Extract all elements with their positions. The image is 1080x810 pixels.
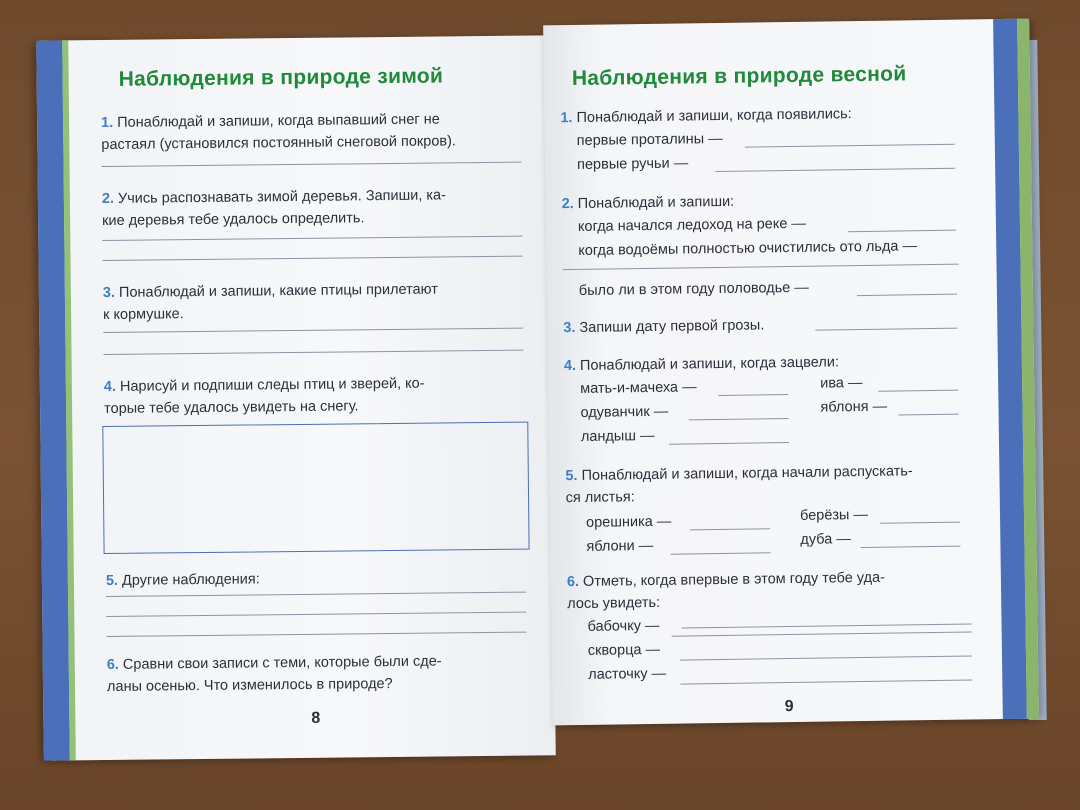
task-text: лось увидеть:: [567, 594, 661, 613]
answer-line[interactable]: [857, 294, 957, 296]
task-number: 2.: [561, 196, 574, 213]
left-task-3: [103, 279, 438, 327]
task-number: 5.: [105, 572, 119, 590]
task-text: Учись распознавать зимой деревья. Запиши, ка-: [117, 187, 446, 207]
task-number: 6.: [566, 573, 580, 591]
answer-line[interactable]: [104, 350, 524, 355]
list-item: скворца —: [587, 641, 661, 659]
answer-line[interactable]: [669, 442, 789, 445]
answer-line[interactable]: [689, 418, 789, 420]
list-item: яблоня —: [820, 398, 888, 416]
answer-line[interactable]: [682, 624, 972, 629]
task-number: 4.: [103, 378, 117, 396]
task-text: торые тебе удалось увидеть на снегу.: [104, 398, 359, 418]
answer-line[interactable]: [102, 236, 522, 241]
list-item: ландыш —: [580, 427, 655, 445]
list-item: первые проталины —: [576, 130, 723, 149]
list-item: дуба —: [800, 531, 851, 548]
answer-line[interactable]: [103, 256, 523, 261]
list-item: берёзы —: [799, 506, 869, 524]
task-number: 2.: [101, 190, 115, 208]
task-text: Понаблюдай и запиши, когда появились:: [576, 106, 852, 126]
task-number: 3.: [563, 320, 576, 337]
answer-line[interactable]: [671, 552, 771, 554]
answer-line[interactable]: [680, 679, 972, 684]
task-text: Понаблюдай и запиши, когда выпавший снег не: [117, 111, 440, 131]
list-item: яблони —: [586, 537, 654, 555]
answer-line[interactable]: [106, 592, 526, 597]
task-text: Понаблюдай и запиши, какие птицы прилетают: [118, 281, 438, 301]
task-text: кие деревья тебе удалось определить.: [102, 210, 365, 230]
list-item: одуванчик —: [580, 403, 669, 421]
answer-line[interactable]: [878, 390, 958, 392]
task-number: 4.: [563, 358, 577, 375]
task-number: 1.: [101, 114, 114, 132]
answer-line[interactable]: [815, 328, 957, 331]
task-text: Понаблюдай и запиши, когда начали распускать-: [581, 463, 913, 484]
right-task-6: [567, 567, 886, 615]
right-title: Наблюдения в природе весной: [571, 62, 907, 91]
task-text: к кормушке.: [103, 306, 184, 324]
answer-line[interactable]: [106, 612, 526, 617]
answer-line[interactable]: [103, 328, 523, 333]
answer-line[interactable]: [745, 144, 955, 148]
right-task-1: [560, 103, 852, 129]
task-number: 3.: [102, 284, 116, 302]
list-item: когда водоёмы полностью очистились ото льда —: [578, 238, 918, 259]
page-number: 8: [311, 709, 321, 727]
left-title: Наблюдения в природе зимой: [118, 64, 444, 91]
list-item: было ли в этом году половодье —: [578, 279, 809, 299]
task-number: 1.: [560, 110, 573, 127]
left-task-6: [107, 650, 442, 698]
page-left: [36, 35, 556, 760]
list-item: ласточку —: [588, 665, 667, 683]
list-item: когда начался ледоход на реке —: [577, 215, 806, 235]
answer-line[interactable]: [563, 264, 959, 271]
left-task-2: [102, 184, 446, 232]
page-right: [543, 19, 1039, 726]
task-text: растаял (установился постоянный снеговой покров).: [101, 133, 457, 154]
answer-line[interactable]: [718, 394, 788, 396]
task-number: 6.: [106, 656, 119, 673]
answer-line[interactable]: [715, 168, 955, 172]
task-text: Понаблюдай и запиши, когда зацвели:: [579, 354, 840, 374]
right-task-4: [564, 351, 839, 377]
right-task-5: [565, 460, 913, 509]
list-item: бабочку —: [587, 617, 660, 635]
task-text: Другие наблюдения:: [121, 571, 260, 589]
answer-line[interactable]: [848, 230, 956, 233]
answer-line[interactable]: [102, 162, 522, 167]
answer-line[interactable]: [899, 414, 959, 416]
task-number: 5.: [565, 467, 578, 485]
task-text: Понаблюдай и запиши:: [577, 193, 735, 212]
task-text: ланы осенью. Что изменилось в природе?: [106, 676, 393, 695]
task-text: Запиши дату первой грозы.: [579, 317, 765, 336]
list-item: орешника —: [585, 513, 672, 531]
task-text: Отметь, когда впервые в этом году тебе уда-: [582, 569, 886, 590]
task-text: ся листья:: [565, 489, 635, 507]
left-task-1: [101, 108, 456, 156]
task-text: Сравни свои записи с теми, которые были сде-: [122, 653, 442, 673]
answer-line[interactable]: [880, 522, 960, 524]
answer-line[interactable]: [672, 632, 972, 637]
right-task-3: [563, 314, 764, 339]
list-item: первые ручьи —: [576, 155, 689, 173]
list-item: ива —: [820, 375, 863, 392]
page-number: 9: [784, 697, 794, 716]
left-task-5: [106, 568, 260, 592]
drawing-box[interactable]: [102, 422, 529, 554]
answer-line[interactable]: [680, 656, 972, 661]
answer-line[interactable]: [860, 546, 960, 548]
answer-line[interactable]: [690, 528, 770, 530]
left-task-4: [104, 373, 425, 420]
answer-line[interactable]: [106, 632, 526, 637]
task-text: Нарисуй и подпиши следы птиц и зверей, ко-: [119, 375, 425, 395]
list-item: мать-и-мачеха —: [580, 379, 697, 397]
right-task-2: [561, 191, 734, 215]
